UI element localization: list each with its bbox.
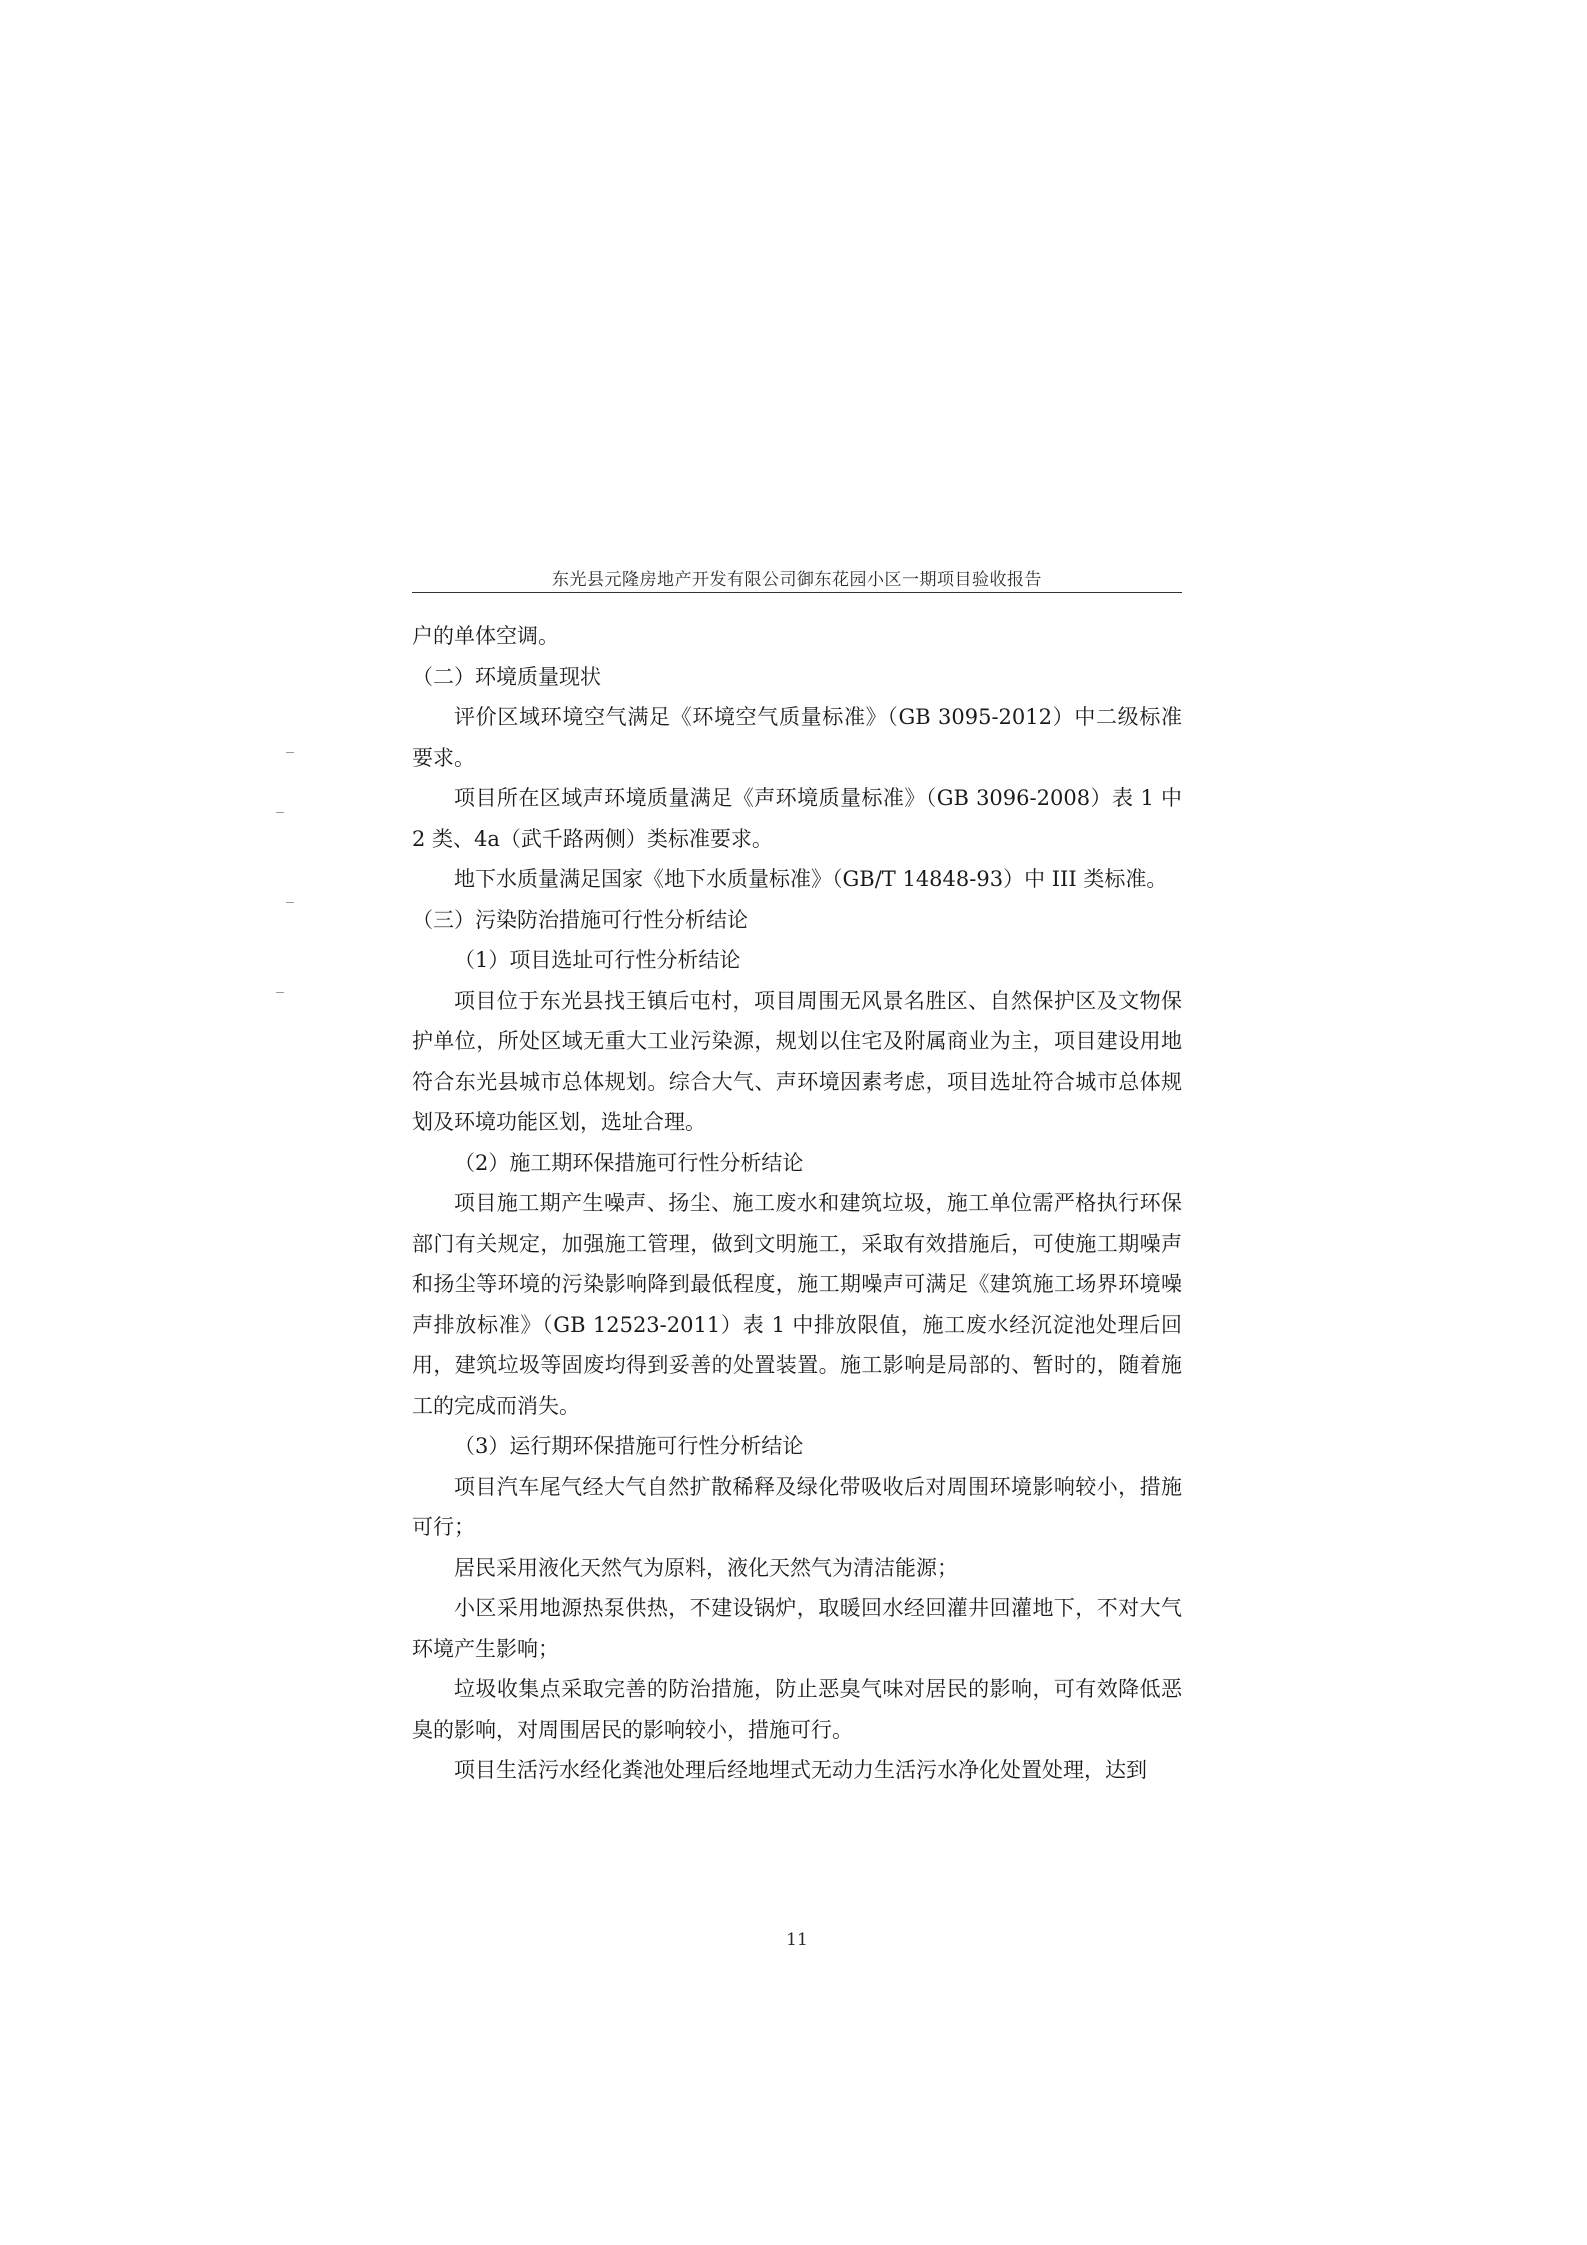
paragraph-continuation: 户的单体空调。 bbox=[412, 624, 559, 648]
paragraph-gas: 居民采用液化天然气为原料，液化天然气为清洁能源； bbox=[454, 1555, 958, 1580]
paragraph-heating: 小区采用地源热泵供热，不建设锅炉，取暖回水经回灌井回灌地下，不对大气环境产生影响； bbox=[412, 1596, 1182, 1661]
scan-artifact bbox=[276, 992, 284, 993]
paragraph-noise-quality: 项目所在区域声环境质量满足《声环境质量标准》（GB 3096-2008）表 1 中 2 类、4a（武千路两侧）类标准要求。 bbox=[412, 786, 1182, 851]
section-heading: （二）环境质量现状 bbox=[412, 664, 601, 689]
paragraph-air-quality: 评价区域环境空气满足《环境空气质量标准》（GB 3095-2012）中二级标准要求。 bbox=[412, 705, 1182, 770]
paragraph-sewage: 项目生活污水经化粪池处理后经地埋式无动力生活污水净化处置处理，达到 bbox=[454, 1758, 1147, 1782]
body-text bbox=[412, 616, 1182, 1791]
scan-artifact bbox=[286, 752, 294, 753]
subsection-heading: （1）项目选址可行性分析结论 bbox=[454, 948, 741, 972]
page-number: 11 bbox=[786, 1930, 808, 1950]
paragraph-vehicle-exhaust: 项目汽车尾气经大气自然扩散稀释及绿化带吸收后对周围环境影响较小，措施可行； bbox=[412, 1474, 1182, 1539]
paragraph-site-selection: 项目位于东光县找王镇后屯村，项目周围无风景名胜区、自然保护区及文物保护单位，所处区域无重大工业污染源，规划以住宅及附属商业为主，项目建设用地符合东光县城市总体规划。综合大气、声环境因素考虑，项目选址符合城市总体规划及环境功能区划，选址合理。 bbox=[412, 988, 1182, 1134]
section-heading: （三）污染防治措施可行性分析结论 bbox=[412, 907, 748, 932]
subsection-heading: （2）施工期环保措施可行性分析结论 bbox=[454, 1150, 804, 1175]
paragraph-construction: 项目施工期产生噪声、扬尘、施工废水和建筑垃圾，施工单位需严格执行环保部门有关规定，加强施工管理，做到文明施工，采取有效措施后，可使施工期噪声和扬尘等环境的污染影响降到最低程度，施工期噪声可满足《建筑施工场界环境噪声排放标准》（GB 12523-2011）表 1 中排放限值，施工废水经沉淀池处理后回用，建筑垃圾等固废均得到妥善的处置装置。施工影响是局部的、暂时的，随着施工的完成而消失。 bbox=[412, 1191, 1182, 1418]
paragraph-garbage: 垃圾收集点采取完善的防治措施，防止恶臭气味对居民的影响，可有效降低恶臭的影响，对周围居民的影响较小，措施可行。 bbox=[412, 1677, 1182, 1742]
running-header: 东光县元隆房地产开发有限公司御东花园小区一期项目验收报告 bbox=[552, 570, 1042, 590]
scan-artifact bbox=[286, 902, 294, 903]
header-rule bbox=[412, 592, 1182, 593]
paragraph-groundwater: 地下水质量满足国家《地下水质量标准》（GB/T 14848-93）中 III 类标准。 bbox=[454, 867, 1168, 891]
scan-artifact bbox=[276, 812, 284, 813]
subsection-heading: （3）运行期环保措施可行性分析结论 bbox=[454, 1434, 804, 1458]
